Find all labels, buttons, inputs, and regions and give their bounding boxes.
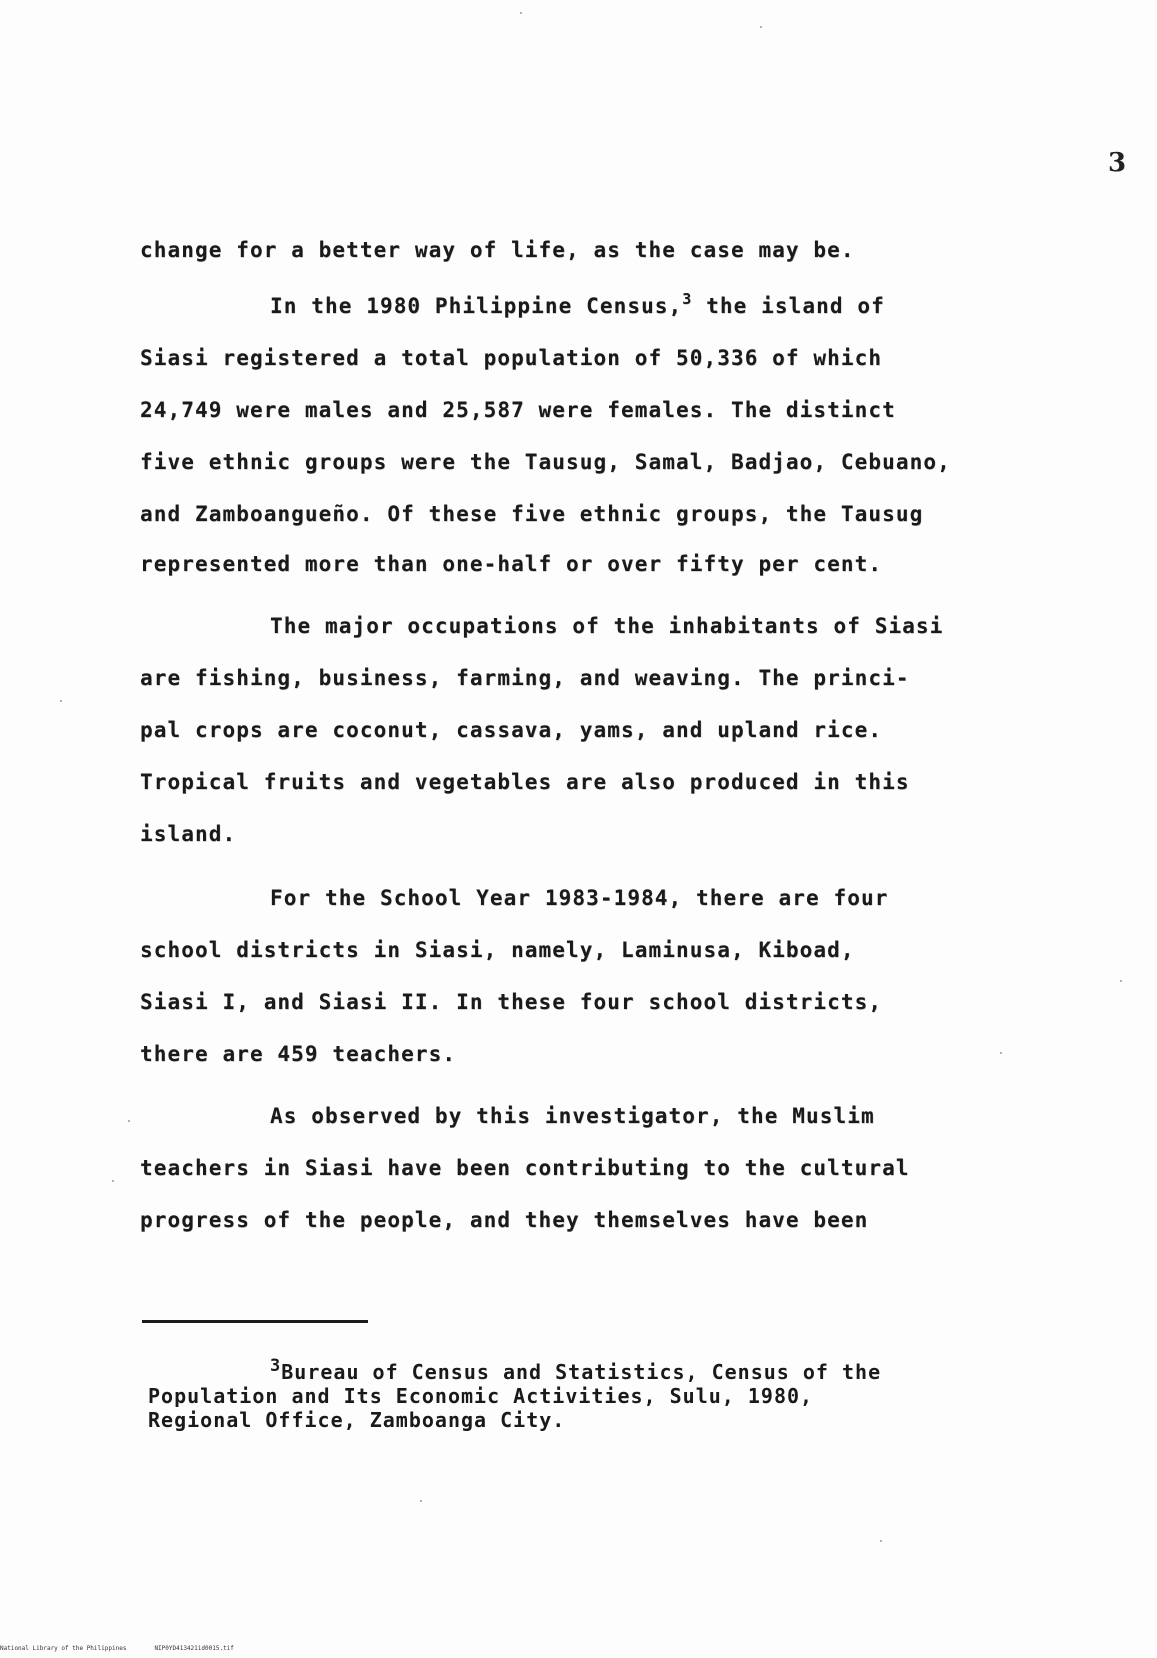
text-segment: In the 1980 Philippine Census, <box>270 294 683 318</box>
text-line: As observed by this investigator, the Muslim <box>270 1104 875 1128</box>
file-name: NIP0YD413421id0015.tif <box>154 1645 234 1652</box>
footnote-line: Regional Office, Zamboanga City. <box>148 1408 566 1432</box>
text-line: and Zamboangueño. Of these five ethnic groups, the Tausug <box>140 502 924 526</box>
scan-speck <box>60 700 62 702</box>
library-name: National Library of the Philippines <box>0 1645 127 1652</box>
text-line: progress of the people, and they themselves have been <box>140 1208 869 1232</box>
scan-speck <box>128 1120 130 1122</box>
text-line: Siasi registered a total population of 50,336 of which <box>140 346 883 370</box>
scan-speck <box>760 26 762 28</box>
text-line: Siasi I, and Siasi II. In these four school districts, <box>140 990 883 1014</box>
scan-speck <box>1120 980 1122 982</box>
text-line: 24,749 were males and 25,587 were females. The distinct <box>140 398 896 422</box>
text-line: represented more than one-half or over fifty per cent. <box>140 552 883 576</box>
scan-speck <box>1000 1052 1002 1054</box>
text-line: are fishing, business, farming, and weaving. The princi- <box>140 666 910 690</box>
text-line: For the School Year 1983-1984, there are four <box>270 886 889 910</box>
text-line: The major occupations of the inhabitants of Siasi <box>270 614 944 638</box>
footnote-divider <box>142 1320 368 1323</box>
scan-speck <box>420 1500 422 1502</box>
scan-speck <box>880 1540 882 1542</box>
text-line: island. <box>140 822 237 846</box>
footnote-line <box>270 1356 882 1384</box>
scan-caption <box>0 1645 234 1652</box>
scan-speck <box>520 12 522 14</box>
text-line: five ethnic groups were the Tausug, Samal, Badjao, Cebuano, <box>140 450 951 474</box>
text-line: there are 459 teachers. <box>140 1042 457 1066</box>
text-line: teachers in Siasi have been contributing to the cultural <box>140 1156 910 1180</box>
text-line: pal crops are coconut, cassava, yams, and upland rice. <box>140 718 883 742</box>
text-segment: the island of <box>692 294 885 318</box>
text-line: school districts in Siasi, namely, Laminusa, Kiboad, <box>140 938 855 962</box>
footnote-line: Population and Its Economic Activities, Sulu, 1980, <box>148 1384 814 1408</box>
footnote-marker: 3 <box>270 1356 282 1376</box>
scan-speck <box>112 1180 114 1182</box>
text-line: Tropical fruits and vegetables are also produced in this <box>140 770 910 794</box>
text-line: change for a better way of life, as the case may be. <box>140 238 855 262</box>
text-segment: Bureau of Census and Statistics, Census of the <box>281 1360 882 1384</box>
footnote-reference: 3 <box>682 290 693 308</box>
page-number: 3 <box>1108 148 1127 178</box>
text-line <box>270 290 885 318</box>
